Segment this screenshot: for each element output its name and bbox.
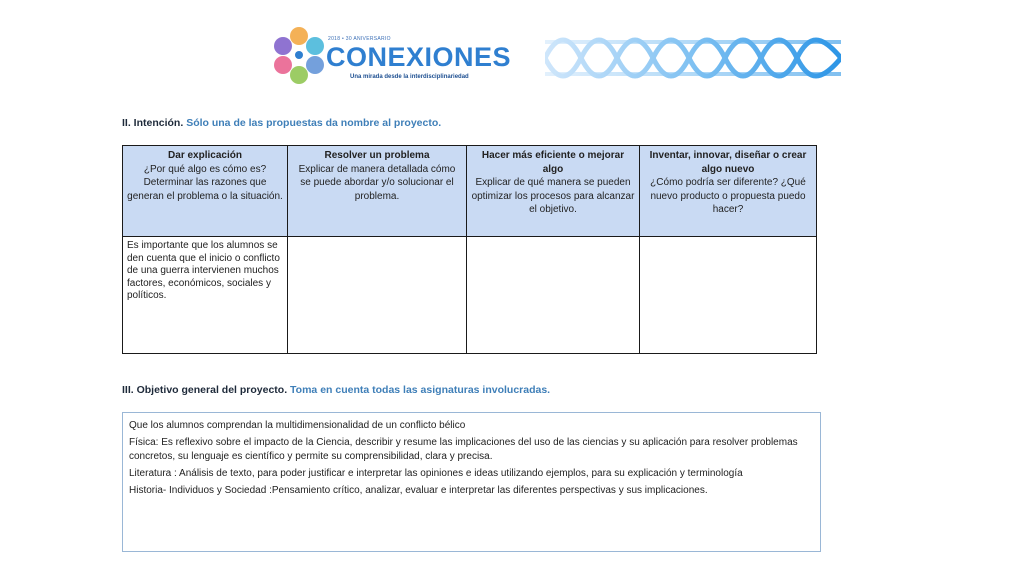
table-header-row: [123, 146, 817, 237]
section-objetivo-heading: [122, 384, 550, 396]
header-cell-inventar: [640, 146, 817, 237]
logo-anniversary-text: 2018 • 30 ANIVERSARIO: [328, 36, 391, 42]
section-intencion-hint: Sólo una de las propuestas da nombre al proyecto.: [186, 117, 442, 129]
objetivo-line: Literatura : Análisis de texto, para poder justificar e interpretar las opiniones e ideas utilizando ejemplos, para su explicación y terminología: [129, 468, 743, 479]
objetivo-text-box: [122, 412, 821, 552]
cell-title: Dar explicación: [168, 150, 242, 161]
section-intencion-title: II. Intención.: [122, 117, 184, 129]
logo-title: CONEXIONES: [326, 42, 512, 72]
intencion-table: [122, 145, 817, 354]
cell-title: Resolver un problema: [324, 150, 430, 161]
cell-title: Hacer más eficiente o mejorar algo: [481, 150, 625, 175]
section-objetivo-title: III. Objetivo general del proyecto.: [122, 384, 288, 396]
cell-desc: Explicar de manera detallada cómo se puede abordar y/o solucionar el problema.: [298, 163, 456, 202]
objetivo-line: Que los alumnos comprendan la multidimensionalidad de un conflicto bélico: [129, 420, 466, 431]
objetivo-line: Historia- Individuos y Sociedad :Pensamiento crítico, analizar, evaluar e interpretar las diferentes perspectivas y sus implicaciones.: [129, 485, 708, 496]
header-cell-mejorar: [467, 146, 640, 237]
logo-flower-icon: [270, 24, 328, 86]
header-cell-resolver-problema: [288, 146, 467, 237]
cell-title: Inventar, innovar, diseñar o crear algo nuevo: [649, 150, 807, 175]
objetivo-line: Física: Es reflexivo sobre el impacto de la Ciencia, describir y resume las implicaciones del uso de las ciencias y su aplicación para resolver problemas concretos, su lenguaje es científico y permite su comprensibilidad, clara y precisa.: [129, 437, 798, 462]
section-intencion-heading: [122, 117, 441, 129]
section-objetivo-hint: Toma en cuenta todas las asignaturas involucradas.: [290, 384, 551, 396]
table-cell: Es importante que los alumnos se den cuenta que el inicio o conflicto de una guerra intervienen muchos factores, económicos, sociales y políticos.: [123, 237, 288, 354]
cell-desc: ¿Cómo podría ser diferente? ¿Qué nuevo producto o propuesta puedo hacer?: [650, 177, 806, 215]
conexiones-logo: [270, 22, 512, 90]
table-row: [123, 237, 817, 354]
header-cell-dar-explicacion: [123, 146, 288, 237]
table-cell: [640, 237, 817, 354]
table-cell: [467, 237, 640, 354]
table-cell: [288, 237, 467, 354]
cell-desc: Explicar de qué manera se pueden optimizar los procesos para alcanzar el objetivo.: [471, 177, 635, 215]
decorative-ribbon-icon: [545, 30, 841, 86]
logo-subtitle: Una mirada desde la interdisciplinariedad: [350, 74, 469, 80]
cell-desc: ¿Por qué algo es cómo es? Determinar las razones que generan el problema o la situación.: [127, 163, 283, 202]
